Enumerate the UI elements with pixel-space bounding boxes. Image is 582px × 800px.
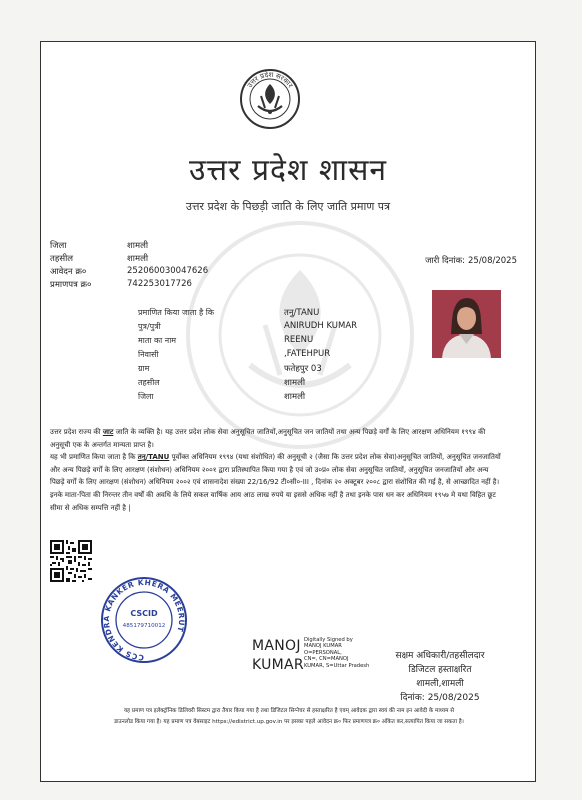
para-text: जाति के व्यक्ति है। यह उत्तर प्रदेश लोक सेवा अनुसूचित जातियों,अनुसूचित जन जातियों तथा अन्य पिछड़े वर्गों के लिए आरक्षण अधिनियम १९९४ की अनुसूची एक के अन्तर्गत मान्यता प्राप्त है।	[50, 428, 486, 449]
detail-value: शामली	[284, 378, 306, 388]
para-text: उत्तर प्रदेश राज्य की	[50, 428, 103, 436]
seal-text: CCS KENDRA KANKER KHERA MEERUT	[101, 577, 187, 663]
seal-center-top: CSCID	[130, 609, 158, 618]
signer-name	[252, 637, 304, 675]
csc-seal-icon	[96, 572, 192, 668]
issue-date-label: जारी दिनांक:	[425, 256, 465, 266]
meta-value: 742253017726	[127, 279, 192, 289]
footer-line: यह प्रमाण पत्र इलेक्ट्रॉनिक डिलिवरी सिस्टम द्वारा तैयार किया गया है तथा डिजिटल सिग्नेचर से हस्ताक्षरित है एवम् आवेदक द्वारा स्वयं की नाम इन आवेदी के माध्यम से	[123, 708, 455, 714]
detail-value: तनु/TANU	[284, 308, 320, 318]
signer-first-name: MANOJ	[252, 638, 301, 654]
certificate-paragraph	[50, 426, 502, 514]
meta-label: तहसील	[50, 254, 74, 264]
digsig-line: CN=, CN=MANOJ	[304, 656, 349, 663]
meta-label: जिला	[50, 241, 67, 251]
detail-label: पुत्र/पुत्री	[138, 322, 161, 331]
digsig-line: KUMAR, S=Uttar Pradesh	[304, 662, 370, 669]
meta-label: आवेदन क्र०	[50, 267, 87, 277]
authority-block	[360, 649, 520, 705]
page-subtitle: उत्तर प्रदेश के पिछड़ी जाति के लिए जाति प्रमाण पत्र	[185, 200, 391, 213]
footer-line: डाउनलोड किया गया है। यह प्रमाण पत्र वेबसाइट https://edistrict.up.gov.in पर इसका पहले आवेदन क्र० फिर प्रमाणपत्र क्र० अंकित कर,सत्यापित किया जा सकता है।	[114, 719, 464, 725]
signer-last-name: KUMAR	[252, 657, 304, 673]
authority-location: शामली,शामली	[416, 679, 464, 689]
caste-name: जाट	[102, 428, 114, 436]
footer-note	[46, 706, 532, 728]
authority-title: सक्षम अधिकारी/तहसीलदार	[395, 651, 485, 661]
digsig-line: MANOJ KUMAR	[304, 643, 342, 650]
authority-date-label: दिनांक:	[400, 693, 425, 703]
meta-value: शामली	[127, 254, 149, 264]
digsig-line: Digitally Signed by	[304, 637, 353, 643]
applicant-photo	[432, 290, 501, 358]
issue-date-value: 25/08/2025	[468, 256, 517, 266]
detail-value: फतेहपुर 03	[284, 364, 322, 374]
detail-label: तहसील	[138, 378, 160, 387]
seal-center-bottom: 485179710012	[122, 623, 166, 629]
applicant-name: तनु/TANU	[137, 453, 170, 462]
detail-value: ,FATEHPUR	[284, 349, 331, 359]
detail-value: ANIRUDH KUMAR	[284, 321, 358, 331]
detail-value: शामली	[284, 392, 306, 402]
up-emblem-icon	[239, 68, 301, 130]
qr-code-icon	[50, 540, 92, 582]
para-text: पूर्वोक्त अधिनियम १९९४ (यथा संशोधित) की अनुसूची २ (जैसा कि उत्तर प्रदेश लोक सेवा)अनुसूचित जातियों, अनुसूचित जनजातियों और अन्य पिछड़े वर्गों के लिए आरक्षण (संशोधन) अधिनियम २००१ द्वारा प्रतिस्थापित किया गया है एवं जो उ०प्र० लोक सेवा अनुसूचित जातियों, अनुसूचित जनजातियों और अन्य पिछड़े वर्गों के लिए आरक्षण (संशोधन) अधिनियम २००२ एवं शासनादेश संख्या 22/16/92 टी०सी०-III , दिनांक २० अक्टूबर २००८ द्वारा संशोधित की गई है, से आच्छादित नहीं है।इनके माता-पिता की निरन्तर तीन वर्षों की अवधि के लिये सकल वार्षिक आय आठ लाख रुपये या इससे अधिक नहीं है तथा इनके पास धन कर अधिनियम १९५७ मे यथा विहित छूट सीमा से अधिक सम्पत्ति नहीं है |	[50, 453, 501, 512]
detail-label: ग्राम	[138, 364, 150, 373]
person-icon	[432, 290, 501, 358]
detail-label: निवासी	[138, 350, 159, 359]
authority-signed: डिजिटल हस्ताक्षरित	[408, 665, 472, 675]
digsig-line: O=PERSONAL,	[304, 649, 342, 656]
meta-value: 252060030047626	[127, 266, 209, 276]
page-title: उत्तर प्रदेश शासन	[188, 153, 387, 188]
detail-value: REENU	[284, 335, 314, 345]
detail-label: जिला	[138, 392, 154, 401]
authority-date-value: 25/08/2025	[427, 693, 480, 703]
detail-label: प्रमाणित किया जाता है कि	[138, 308, 215, 317]
issue-date	[425, 255, 520, 266]
meta-value: शामली	[127, 241, 149, 251]
emblem-text: उत्तर प्रदेश सरकार	[245, 70, 295, 90]
para-text: यह भी प्रमाणित किया जाता है कि	[50, 453, 138, 462]
authority-date	[360, 691, 520, 705]
detail-label: माता का नाम	[138, 336, 177, 345]
meta-label: प्रमाणपत्र क्र०	[50, 280, 92, 290]
